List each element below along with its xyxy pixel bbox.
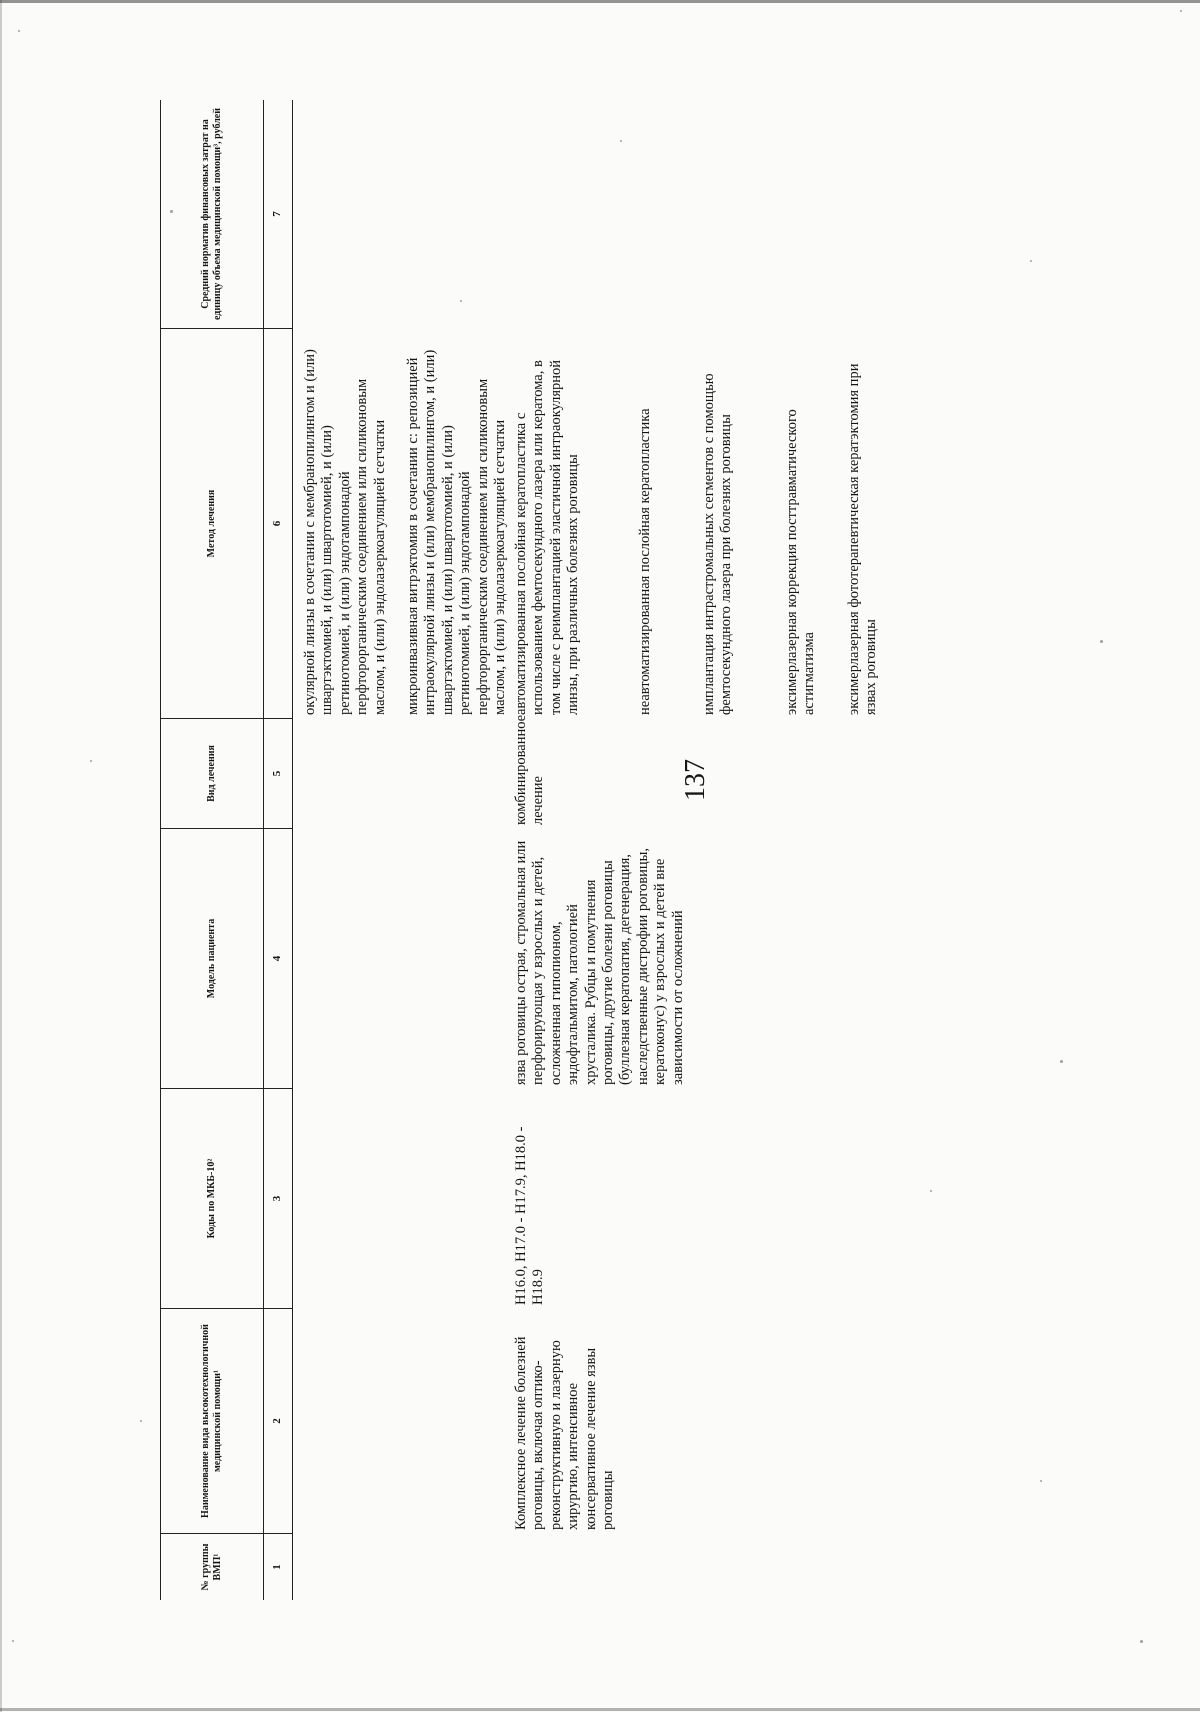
treatment-method-item: микроинвазивная витрэктомия в сочетании с: репозицией интраокулярной линзы и (или) мембранопилингом, и (или) швартэктомией, и (или) швартотомией, и (или) ретинотомией, и (или) эндотампонадой перфторорганическим соединением или силиконовым маслом, и (или) эндолазеркоагуляцией сетчатки xyxy=(405,349,509,715)
treatment-method-item: автоматизированная послойная кератопластика с использованием фемтосекундного лазера или кератома, в том числе с реимплантацией эластичной интраокулярной линзы, при различных болезнях роговицы xyxy=(513,359,582,715)
scan-top-edge xyxy=(0,0,1200,3)
page-number: 137 xyxy=(680,759,711,801)
treatment-method-item: неавтоматизированная послойная кератопластика xyxy=(637,408,653,715)
treatment-method-item: имплантация интрастромальных сегментов с помощью фемтосекундного лазера при болезнях роговицы xyxy=(701,373,735,715)
column-number: 2 xyxy=(262,1309,292,1534)
column-number: 7 xyxy=(262,100,292,329)
scan-speck xyxy=(12,1640,14,1642)
column-number-row xyxy=(262,100,293,1600)
treatment-method-item: эксимерлазерная коррекция посттравматического астигматизма xyxy=(784,409,818,715)
scan-speck xyxy=(1180,10,1182,12)
treatment-method-item: эксимерлазерная фототерапевтическая кератэктомия при язвах роговицы xyxy=(846,363,880,715)
column-number: 5 xyxy=(262,719,292,829)
scan-speck xyxy=(140,1420,142,1422)
scan-speck xyxy=(90,760,92,762)
column-number: 3 xyxy=(262,1089,292,1309)
header-icd-codes: Коды по МКБ-10² xyxy=(161,1089,263,1309)
column-number: 6 xyxy=(262,329,292,719)
treatment-method-item: окулярной линзы в сочетании с мембранопилингом и (или) швартэктомией, и (или) швартотомией, и (или) ретинотомией, и (или) эндотампонадой перфторорганическим соединением или силиконовым маслом, и (или) эндолазеркоагуляцией сетчатки xyxy=(302,349,388,715)
scan-speck xyxy=(1140,1640,1143,1643)
scan-left-edge xyxy=(0,0,2,1712)
patient-model-cell: язва роговицы острая, стромальная или перфорирующая у взрослых и детей, осложненная гипопионом, эндофтальмитом, патологией хрусталика. Рубцы и помутнения роговицы, другие болезни роговицы (буллезная кератопатия, дегенерация, наследственные дистрофии роговицы, кератоконус) у взрослых и детей вне зависимости от осложнений xyxy=(513,840,686,1085)
header-treatment-method: Метод лечения xyxy=(161,329,263,719)
column-number: 1 xyxy=(271,1564,283,1570)
header-cost-standard: Средний норматив финансовых затрат на единицу объема медицинской помощи³, рублей xyxy=(161,100,263,329)
icd-codes-cell: H16.0, H17.0 - H17.9, H18.0 - H18.9 xyxy=(513,1126,547,1305)
column-number: 4 xyxy=(262,829,292,1089)
rotated-table xyxy=(160,100,1160,1600)
treatment-type-cell: комбинированное лечение xyxy=(513,714,547,825)
header-treatment-type: Вид лечения xyxy=(161,719,263,829)
header-group-number: № группы ВМП¹ xyxy=(199,1543,223,1591)
care-type-name-cell: Комплексное лечение болезней роговицы, включая оптико-реконструктивную и лазерную хирургию, интенсивное консервативное лечение язвы роговицы xyxy=(513,1336,617,1530)
scan-bottom-edge xyxy=(0,1708,1200,1711)
header-care-type-name: Наименование вида высокотехнологичной медицинской помощи¹ xyxy=(161,1309,263,1534)
scan-speck xyxy=(18,30,20,32)
table-header xyxy=(160,100,264,1600)
header-patient-model: Модель пациента xyxy=(161,829,263,1089)
